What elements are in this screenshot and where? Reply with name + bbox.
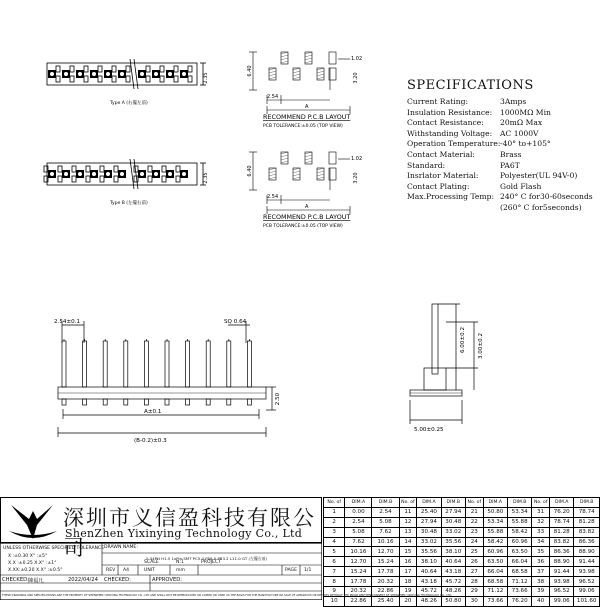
pcb2-pad: 3.20	[353, 172, 359, 184]
table-cell: 12	[399, 517, 417, 527]
spec-value: PA6T	[500, 160, 520, 170]
table-cell: 25.40	[417, 507, 441, 517]
spec-row	[407, 118, 597, 129]
type-b-dim: 2.35	[203, 172, 209, 184]
table-cell: 88.90	[550, 557, 574, 567]
table-cell: 20.32	[345, 587, 372, 597]
checked2-label: CHECKED:	[104, 577, 131, 583]
table-cell: 1	[324, 507, 345, 517]
table-row	[324, 567, 600, 577]
table-cell: 63.50	[508, 547, 532, 557]
pcb1-gap: 1.02	[351, 56, 363, 62]
table-cell: 101.60	[574, 596, 600, 606]
size-value: A4	[123, 568, 130, 573]
unit-value: mm	[176, 568, 185, 573]
table-cell: 55.88	[483, 527, 507, 537]
table-cell: 24	[465, 537, 483, 547]
spec-row	[407, 171, 597, 182]
table-cell: 21	[465, 507, 483, 517]
spec-key: Standard:	[407, 160, 446, 170]
table-cell: 12.70	[372, 547, 399, 557]
spec-value: 1000MΩ Min	[500, 107, 551, 117]
table-cell: 99.06	[550, 596, 574, 606]
scale-ratio: N:1	[176, 560, 184, 565]
checked-label: CHECKED:	[2, 577, 29, 583]
table-header-row	[324, 498, 600, 508]
table-cell: 60.96	[508, 537, 532, 547]
table-cell: 33.02	[441, 527, 465, 537]
table-row	[324, 557, 600, 567]
spec-row	[407, 97, 597, 108]
table-cell: 27	[465, 567, 483, 577]
front-pin	[227, 341, 231, 387]
table-cell: 31	[532, 507, 550, 517]
table-cell: 55.88	[508, 517, 532, 527]
front-pin	[206, 341, 210, 387]
table-cell: 33	[532, 527, 550, 537]
pcb1-pitch: 2.54	[267, 94, 279, 100]
table-cell: 28	[465, 577, 483, 587]
table-cell: 99.06	[574, 587, 600, 597]
page-label: PAGE	[285, 568, 297, 573]
table-cell: 35.56	[417, 547, 441, 557]
front-height: 2.50	[275, 392, 281, 406]
table-header: DIM.B	[372, 498, 399, 508]
pcb-pad	[329, 152, 336, 164]
table-cell: 17.78	[372, 567, 399, 577]
spec-key: Contact Resistance:	[407, 118, 484, 128]
tolerance-3: X.XX:±0.20 X.X° :±0.5°	[8, 568, 63, 573]
table-cell: 19	[399, 587, 417, 597]
table-row	[324, 596, 600, 606]
table-cell: 20	[399, 596, 417, 606]
table-cell: 27.94	[441, 507, 465, 517]
table-header: DIM.A	[550, 498, 574, 508]
table-cell: 35.56	[441, 537, 465, 547]
front-view	[40, 305, 280, 450]
table-cell: 9	[324, 587, 345, 597]
spec-row	[407, 139, 597, 150]
table-row	[324, 517, 600, 527]
table-cell: 93.98	[574, 567, 600, 577]
table-cell: 18	[399, 577, 417, 587]
table-cell: 32	[532, 517, 550, 527]
pcb2-tolerance: PCB TOLERANCE:±0.05 (TOP VIEW)	[263, 224, 343, 229]
table-cell: 43.18	[441, 567, 465, 577]
pcb2-height: 6.40	[247, 165, 253, 177]
table-cell: 17.78	[345, 577, 372, 587]
spec-value: 3Amps	[500, 97, 527, 106]
table-cell: 91.44	[574, 557, 600, 567]
table-cell: 7	[324, 567, 345, 577]
specifications	[407, 78, 597, 214]
table-cell: 53.34	[508, 507, 532, 517]
spec-key: Insrlator Material:	[407, 171, 479, 181]
table-cell: 5.08	[345, 527, 372, 537]
pcb-layouts	[245, 40, 365, 240]
table-header: No. of	[324, 498, 345, 508]
table-cell: 17	[399, 567, 417, 577]
table-cell: 63.50	[483, 557, 507, 567]
table-cell: 37	[532, 567, 550, 577]
table-cell: 30	[465, 596, 483, 606]
table-cell: 15.24	[345, 567, 372, 577]
spec-row	[407, 129, 597, 140]
table-cell: 10.16	[372, 537, 399, 547]
pcb2-pitch: 2.54	[267, 194, 279, 200]
front-pitch: 2.54±0.1	[54, 319, 81, 325]
project-label: PROJECT	[201, 560, 221, 565]
table-cell: 83.82	[550, 537, 574, 547]
table-cell: 68.58	[508, 567, 532, 577]
table-cell: 3	[324, 527, 345, 537]
table-cell: 48.26	[417, 596, 441, 606]
spec-key: Operation Temperature:	[407, 139, 501, 149]
table-cell: 38.10	[441, 547, 465, 557]
front-pin	[124, 341, 128, 387]
table-cell: 2.54	[345, 517, 372, 527]
table-cell: 83.82	[574, 527, 600, 537]
type-a-view	[47, 59, 206, 89]
spec-value: Gold Flash	[500, 181, 542, 191]
spec-value: 20mΩ Max	[500, 118, 543, 128]
table-header: No. of	[465, 498, 483, 508]
spec-row	[407, 108, 597, 119]
table-header: DIM.A	[345, 498, 372, 508]
table-cell: 81.28	[550, 527, 574, 537]
part-description: 2.54PH H1.5 1xPin SMT PC5.0 PA6.0 PB3.2 L11.0 GT (左擺右前)	[146, 556, 268, 561]
table-cell: 66.04	[483, 567, 507, 577]
table-cell: 29	[465, 587, 483, 597]
table-cell: 25.40	[372, 596, 399, 606]
table-cell: 15	[399, 547, 417, 557]
spec-key: Max.Processing Temp:	[407, 192, 495, 202]
table-cell: 15.24	[372, 557, 399, 567]
tolerance-heading: UNLESS OTHERWISE SPECIFIED TOLERANCE	[3, 546, 105, 551]
table-cell: 27.94	[417, 517, 441, 527]
front-pin	[103, 341, 107, 387]
table-cell: 11	[399, 507, 417, 517]
table-row	[324, 507, 600, 517]
spec-value: AC 1000V	[500, 128, 539, 138]
table-row	[324, 577, 600, 587]
side-width: 5.00±0.25	[414, 427, 444, 433]
table-cell: 13	[399, 527, 417, 537]
checker-name: 陳福凡	[28, 578, 44, 584]
table-cell: 68.58	[483, 577, 507, 587]
pcb-layout-2	[249, 152, 350, 214]
drawn-name-label: DRAWN NAME:	[104, 545, 138, 550]
table-cell: 58.42	[483, 537, 507, 547]
table-cell: 86.36	[550, 547, 574, 557]
front-pin	[62, 341, 66, 387]
spec-key: Insulation Resistance:	[407, 107, 493, 117]
table-cell: 38	[532, 577, 550, 587]
dimension-table	[323, 497, 600, 607]
table-header: DIM.B	[441, 498, 465, 508]
spec-key: Withstanding Voltage:	[407, 128, 493, 138]
table-cell: 5.08	[372, 517, 399, 527]
table-cell: 73.66	[508, 587, 532, 597]
table-row	[324, 547, 600, 557]
table-cell: 58.42	[508, 527, 532, 537]
table-cell: 50.80	[441, 596, 465, 606]
table-header: DIM.A	[417, 498, 441, 508]
pcb-pad	[329, 52, 336, 64]
pcb2-gap: 1.02	[351, 156, 363, 162]
spec-title: SPECIFICATIONS	[407, 78, 534, 93]
table-cell: 93.98	[550, 577, 574, 587]
side-upper: 6.00±0.2	[460, 326, 466, 354]
table-cell: 34	[532, 537, 550, 547]
pcb1-height: 6.40	[247, 65, 253, 77]
table-cell: 60.96	[483, 547, 507, 557]
table-header: DIM.A	[483, 498, 507, 508]
table-cell: 8	[324, 577, 345, 587]
table-cell: 22	[465, 517, 483, 527]
table-cell: 40	[532, 596, 550, 606]
table-cell: 10	[324, 596, 345, 606]
table-cell: 43.18	[417, 577, 441, 587]
front-dim-b: (B-0.2)±0.3	[134, 438, 167, 444]
front-dim-a: A±0.1	[144, 409, 162, 415]
rev-label: REV	[106, 568, 116, 573]
table-cell: 25	[465, 547, 483, 557]
side-view	[400, 300, 490, 440]
front-pin	[165, 341, 169, 387]
table-cell: 10.16	[345, 547, 372, 557]
table-header: No. of	[532, 498, 550, 508]
table-cell: 7.62	[345, 537, 372, 547]
table-cell: 6	[324, 557, 345, 567]
spec-key: Contact Plating:	[407, 181, 470, 191]
spec-row	[407, 192, 597, 203]
pcb1-tolerance: PCB TOLERANCE:±0.05 (TOP VIEW)	[263, 124, 343, 129]
front-pin	[247, 341, 251, 387]
table-cell: 2.54	[372, 507, 399, 517]
pcb1-title: RECOMMEND P.C.B LAYOUT	[263, 113, 351, 121]
spec-key: Current Rating:	[407, 97, 469, 106]
table-cell: 76.20	[508, 596, 532, 606]
check-date: 2022/04/24	[68, 577, 98, 583]
table-row	[324, 587, 600, 597]
table-row	[324, 537, 600, 547]
table-cell: 33.02	[417, 537, 441, 547]
table-cell: 88.90	[574, 547, 600, 557]
type-views	[0, 0, 260, 240]
table-cell: 14	[399, 537, 417, 547]
tolerance-2: X.X :±0.25 X.X° :±1°	[8, 561, 57, 566]
table-cell: 26	[465, 557, 483, 567]
table-cell: 45.72	[417, 587, 441, 597]
tolerance-1: X :±0.30 X° :±5°	[8, 554, 48, 559]
scale-label: SCALE	[144, 560, 159, 565]
pcb1-a: A	[305, 104, 309, 110]
table-cell: 30.48	[417, 527, 441, 537]
type-b-view	[44, 159, 206, 189]
table-cell: 30.48	[441, 517, 465, 527]
pcb2-title: RECOMMEND P.C.B LAYOUT	[263, 213, 351, 221]
spec-row	[407, 150, 597, 161]
table-cell: 78.74	[574, 507, 600, 517]
table-cell: 40.64	[417, 567, 441, 577]
table-cell: 40.64	[441, 557, 465, 567]
spec-value: 240° C for30-60seconds	[500, 192, 593, 202]
table-cell: 12.70	[345, 557, 372, 567]
table-cell: 73.66	[483, 596, 507, 606]
spec-continuation: (260° C for5seconds)	[500, 202, 582, 212]
table-cell: 4	[324, 537, 345, 547]
spec-row	[407, 161, 597, 172]
table-cell: 36	[532, 557, 550, 567]
company-cn-name: 深圳市义信盈科技有限公司	[63, 506, 316, 560]
side-lower: 3.00±0.2	[478, 332, 484, 360]
table-cell: 91.44	[550, 567, 574, 577]
table-cell: 48.26	[441, 587, 465, 597]
spec-value: Brass	[500, 149, 522, 159]
front-pin	[144, 341, 148, 387]
spec-value: Polyester(UL 94V-0)	[500, 171, 578, 181]
spec-row	[407, 182, 597, 193]
table-cell: 22.86	[372, 587, 399, 597]
table-cell: 78.74	[550, 517, 574, 527]
table-cell: 66.04	[508, 557, 532, 567]
table-cell: 71.12	[508, 577, 532, 587]
table-cell: 5	[324, 547, 345, 557]
table-cell: 35	[532, 547, 550, 557]
type-b-label: Type B (左擺右前)	[110, 201, 148, 206]
table-cell: 38.10	[417, 557, 441, 567]
type-a-label: Type A (右擺左前)	[110, 101, 148, 106]
table-cell: 96.52	[550, 587, 574, 597]
table-cell: 0.00	[345, 507, 372, 517]
table-header: DIM.B	[508, 498, 532, 508]
table-cell: 23	[465, 527, 483, 537]
pcb2-a: A	[305, 204, 309, 210]
table-cell: 53.34	[483, 517, 507, 527]
unit-label: UNIT	[144, 568, 155, 573]
front-pin	[186, 341, 190, 387]
table-cell: 86.36	[574, 537, 600, 547]
pcb1-pad: 3.20	[353, 72, 359, 84]
table-cell: 16	[399, 557, 417, 567]
table-cell: 7.62	[372, 527, 399, 537]
front-pin	[83, 341, 87, 387]
table-cell: 2	[324, 517, 345, 527]
approved-label: APPROVED:	[152, 577, 182, 583]
table-cell: 39	[532, 587, 550, 597]
spec-key: Contact Material:	[407, 149, 475, 159]
page-number: 1/1	[304, 568, 312, 573]
spec-rows	[407, 97, 597, 203]
table-cell: 76.20	[550, 507, 574, 517]
table-cell: 96.52	[574, 577, 600, 587]
company-logo	[7, 501, 59, 541]
spec-value: -40° to+105°	[500, 139, 551, 149]
property-footer: THESE DRAWINGS AND SPECIFICATIONS ARE THE PROPERTY OF SHENZHEN YIXINYING TECHNOLOGY CO., LTD AND SHALL NOT BE REPRODUCED OR COPIED OR USED AS THE BASIS FOR THE MANUFACTURE OR SALE OF APPARATUS OR DEVICES WITHOUT THE PRIOR WRITTEN CONSENT OF SHENZHEN YIXINYING TECHNOLOGY CO., LTD.	[2, 593, 453, 597]
table-cell: 22.86	[345, 596, 372, 606]
table-header: DIM.B	[574, 498, 600, 508]
company-en-name: ShenZhen Yixinying Technology Co., Ltd	[65, 527, 303, 540]
table-cell: 71.12	[483, 587, 507, 597]
front-square: SQ 0.64	[224, 319, 247, 325]
table-cell: 50.80	[483, 507, 507, 517]
table-cell: 45.72	[441, 577, 465, 587]
table-header: No. of	[399, 498, 417, 508]
table-cell: 20.32	[372, 577, 399, 587]
table-row	[324, 527, 600, 537]
table-cell: 81.28	[574, 517, 600, 527]
pcb-layout-1	[249, 52, 350, 114]
type-a-dim: 2.35	[203, 72, 209, 84]
